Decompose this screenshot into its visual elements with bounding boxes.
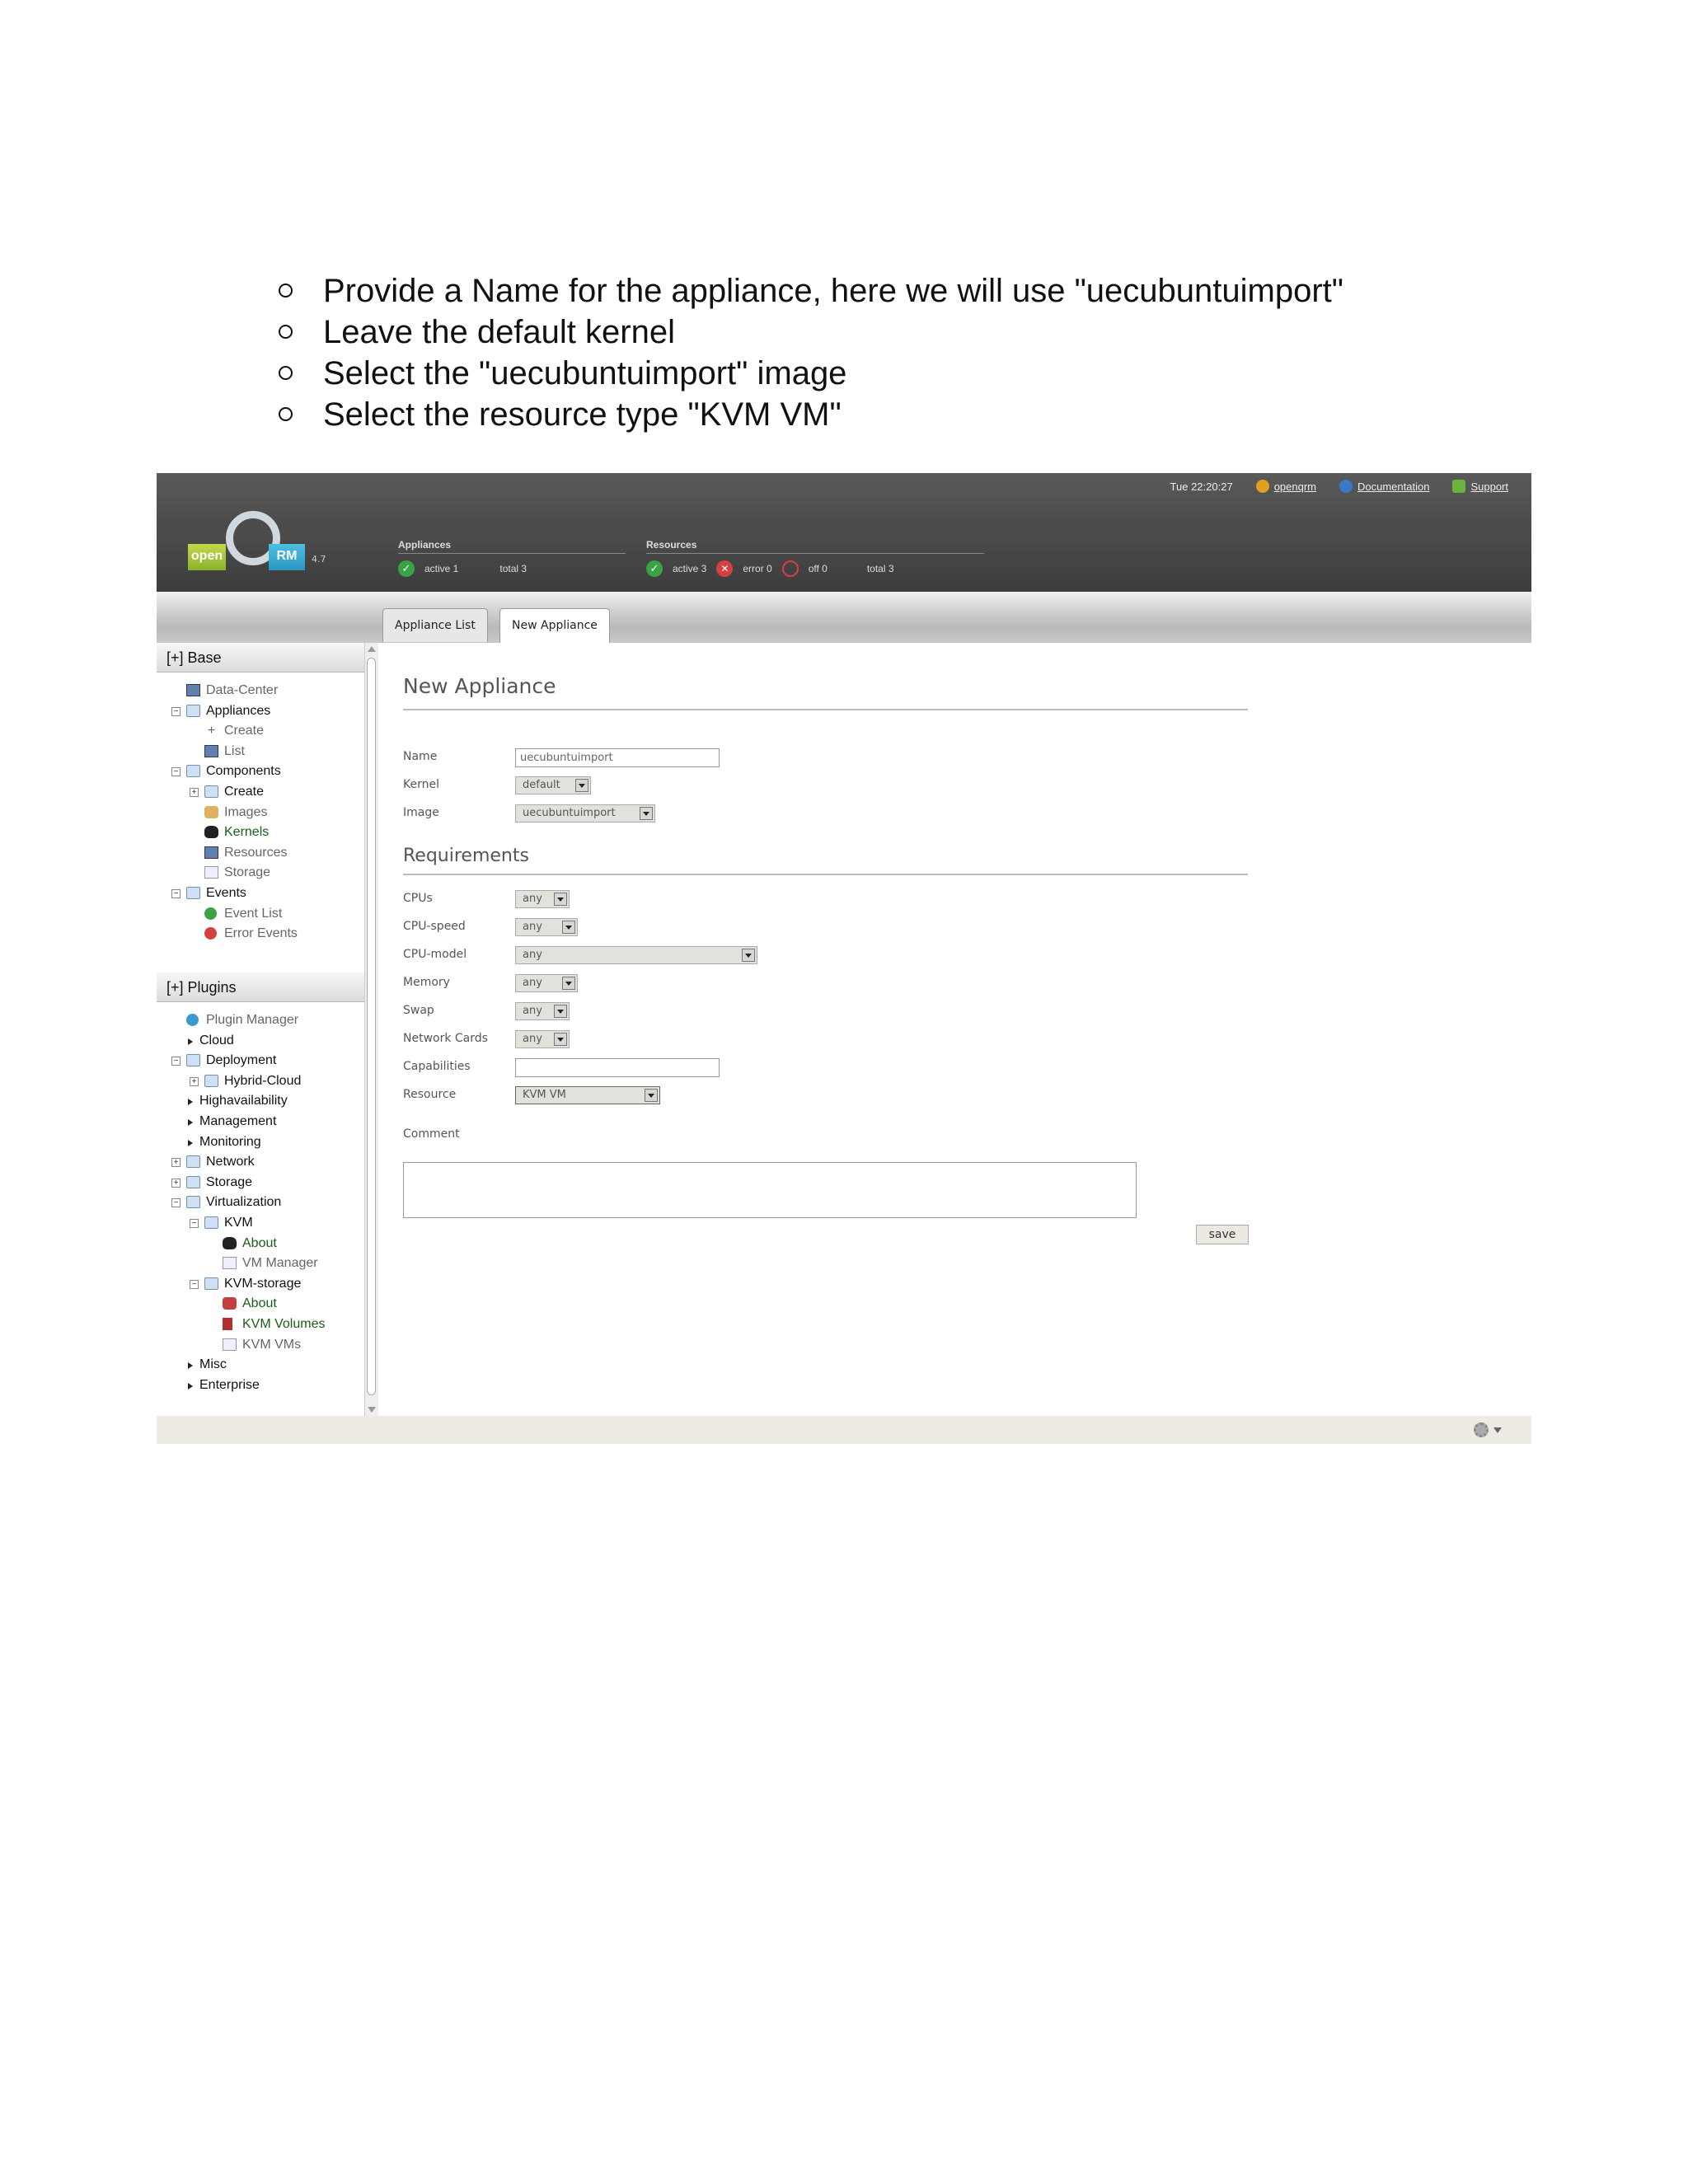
expand-arrow-icon[interactable] xyxy=(188,1383,193,1390)
tree-item-highavailability[interactable]: Highavailability xyxy=(157,1091,364,1112)
tabs-band xyxy=(157,592,1531,643)
user-link[interactable]: openqrm xyxy=(1256,480,1316,493)
cpu-speed-select[interactable]: any xyxy=(515,918,578,936)
resource-label: Resource xyxy=(403,1088,457,1101)
tree-item-deployment[interactable]: − Deployment xyxy=(157,1051,364,1071)
resources-stats-title: Resources xyxy=(646,539,984,554)
resources-stats xyxy=(646,539,984,588)
folder-icon xyxy=(204,1075,218,1087)
plus-icon: + xyxy=(207,724,216,738)
openqrm-logo xyxy=(188,511,369,590)
name-label: Name xyxy=(403,750,438,763)
top-links xyxy=(1170,480,1508,493)
tree-item-kvm-storage[interactable]: − KVM-storage xyxy=(157,1274,364,1295)
base-section-header[interactable]: [+] Base xyxy=(157,643,364,673)
tree-item-storage-plugin[interactable]: + Storage xyxy=(157,1173,364,1193)
error-icon xyxy=(204,927,217,940)
swap-select[interactable]: any xyxy=(515,1002,570,1020)
network-cards-label: Network Cards xyxy=(403,1032,488,1045)
instruction-item: Select the resource type "KVM VM" xyxy=(279,394,1343,435)
sidebar xyxy=(157,643,365,1416)
volumes-icon xyxy=(223,1318,232,1330)
resources-error: error 0 xyxy=(743,563,772,574)
cpu-speed-label: CPU-speed xyxy=(403,920,466,933)
footer-bar xyxy=(157,1416,1531,1444)
expand-toggle-icon[interactable]: + xyxy=(171,1179,181,1188)
tree-item-hybrid-cloud[interactable]: + Hybrid-Cloud xyxy=(157,1071,364,1092)
resources-active: active 3 xyxy=(673,563,707,574)
base-tree xyxy=(157,681,364,944)
tree-item-kvm[interactable]: − KVM xyxy=(157,1213,364,1234)
resource-select[interactable]: KVM VM xyxy=(515,1086,660,1104)
support-link[interactable]: Support xyxy=(1452,480,1508,493)
logo-version: 4.7 xyxy=(312,554,326,565)
appliances-stats-title: Appliances xyxy=(398,539,626,554)
tree-item-cloud[interactable]: Cloud xyxy=(157,1031,364,1052)
list-icon xyxy=(204,745,218,757)
folder-icon xyxy=(186,1054,200,1066)
dropdown-arrow-icon xyxy=(554,1005,567,1018)
tree-item-plugin-manager[interactable]: Plugin Manager xyxy=(157,1010,364,1031)
tux-icon xyxy=(223,1237,237,1249)
expand-arrow-icon[interactable] xyxy=(188,1140,193,1146)
tree-item-misc[interactable]: Misc xyxy=(157,1355,364,1376)
memory-label: Memory xyxy=(403,976,450,989)
collapse-toggle-icon[interactable]: − xyxy=(171,767,181,776)
resources-stats-row xyxy=(646,560,984,577)
expand-arrow-icon[interactable] xyxy=(188,1099,193,1105)
scroll-thumb[interactable] xyxy=(367,658,376,1395)
help-icon xyxy=(1339,480,1353,493)
expand-arrow-icon[interactable] xyxy=(188,1038,193,1045)
tree-item-kvm-volumes[interactable]: KVM Volumes xyxy=(157,1315,364,1335)
tree-item-appliances[interactable]: − Appliances xyxy=(157,701,364,722)
collapse-toggle-icon[interactable]: − xyxy=(171,1198,181,1207)
tree-item-management[interactable]: Management xyxy=(157,1112,364,1132)
documentation-link[interactable]: Documentation xyxy=(1339,480,1429,493)
bullet-icon xyxy=(279,407,293,421)
appliances-active: active 1 xyxy=(424,563,459,574)
chevron-down-icon[interactable] xyxy=(1493,1427,1502,1433)
tree-item-kvm-about[interactable]: About xyxy=(157,1234,364,1254)
expand-arrow-icon[interactable] xyxy=(188,1362,193,1369)
images-icon xyxy=(204,806,218,818)
phone-icon xyxy=(1452,480,1465,493)
dropdown-arrow-icon xyxy=(554,1033,567,1046)
requirements-divider xyxy=(403,874,1248,875)
comment-label: Comment xyxy=(403,1127,460,1141)
plugins-tree xyxy=(157,1010,364,1395)
new-appliance-form xyxy=(378,643,1531,1416)
tree-item-kvm-vms[interactable]: KVM VMs xyxy=(157,1335,364,1356)
requirements-title: Requirements xyxy=(403,846,529,866)
dropdown-arrow-icon xyxy=(554,893,567,906)
plugin-manager-icon xyxy=(186,1014,199,1026)
storage-icon xyxy=(204,866,218,879)
cpu-model-label: CPU-model xyxy=(403,948,467,961)
image-label: Image xyxy=(403,806,439,819)
kernel-select[interactable]: default xyxy=(515,776,591,794)
collapse-toggle-icon[interactable]: − xyxy=(190,1219,199,1228)
resources-off: off 0 xyxy=(808,563,828,574)
user-icon xyxy=(1256,480,1269,493)
tree-item-enterprise[interactable]: Enterprise xyxy=(157,1376,364,1396)
check-icon: ✓ xyxy=(646,560,663,577)
check-icon xyxy=(204,907,217,920)
expand-toggle-icon[interactable]: + xyxy=(190,788,199,797)
comment-textarea[interactable] xyxy=(403,1162,1137,1218)
document-icon xyxy=(223,1257,237,1269)
instruction-list xyxy=(279,270,1343,435)
folder-icon xyxy=(204,1277,218,1290)
tree-item-vm-manager[interactable]: VM Manager xyxy=(157,1254,364,1274)
appliances-stats-row xyxy=(398,560,626,577)
image-select[interactable]: uecubuntuimport xyxy=(515,804,655,823)
tux-icon xyxy=(204,826,218,838)
scroll-up-icon[interactable] xyxy=(368,646,376,652)
cpu-model-select[interactable]: any xyxy=(515,946,757,964)
collapse-toggle-icon[interactable]: − xyxy=(190,1280,199,1289)
bullet-icon xyxy=(279,366,293,380)
bullet-icon xyxy=(279,284,293,298)
datacenter-icon xyxy=(186,684,200,696)
folder-icon xyxy=(186,1196,200,1208)
expand-toggle-icon[interactable]: + xyxy=(171,1158,181,1167)
dropdown-arrow-icon xyxy=(562,977,575,990)
appliances-total: total 3 xyxy=(499,563,528,574)
tree-item-kvm-storage-about[interactable]: About xyxy=(157,1294,364,1315)
instruction-item: Provide a Name for the appliance, here we will use "uecubuntuimport" xyxy=(279,270,1343,312)
instruction-item: Leave the default kernel xyxy=(279,312,1343,353)
dropdown-arrow-icon xyxy=(645,1089,658,1102)
openqrm-screenshot xyxy=(157,473,1531,1444)
tree-item-storage[interactable]: Storage xyxy=(157,863,364,883)
tree-item-event-list[interactable]: Event List xyxy=(157,904,364,925)
about-icon xyxy=(223,1297,237,1310)
title-divider xyxy=(403,709,1248,710)
folder-icon xyxy=(186,1155,200,1168)
plugins-section-header[interactable]: [+] Plugins xyxy=(157,972,364,1002)
tree-item-virtualization[interactable]: − Virtualization xyxy=(157,1193,364,1213)
tree-item-appliances-create[interactable]: + Create xyxy=(157,721,364,742)
tree-item-kernels[interactable]: Kernels xyxy=(157,823,364,843)
logo-rm: RM xyxy=(269,544,305,570)
kernel-label: Kernel xyxy=(403,778,439,791)
cpus-select[interactable]: any xyxy=(515,890,570,908)
folder-icon xyxy=(186,1176,200,1188)
expand-arrow-icon[interactable] xyxy=(188,1119,193,1126)
dropdown-arrow-icon xyxy=(562,921,575,934)
document-icon xyxy=(223,1338,237,1351)
name-field[interactable]: uecubuntuimport xyxy=(515,748,720,767)
sidebar-scrollbar[interactable] xyxy=(364,643,378,1416)
tab-new-appliance[interactable]: New Appliance xyxy=(499,608,610,644)
tree-item-components[interactable]: − Components xyxy=(157,762,364,782)
capabilities-field[interactable] xyxy=(515,1058,720,1077)
dropdown-arrow-icon xyxy=(575,779,588,792)
off-icon xyxy=(782,560,799,577)
collapse-toggle-icon[interactable]: − xyxy=(171,707,181,716)
folder-icon xyxy=(204,1216,218,1229)
tree-item-network[interactable]: + Network xyxy=(157,1152,364,1173)
logo-open: open xyxy=(188,544,226,570)
gear-icon[interactable] xyxy=(1474,1422,1489,1437)
appliances-stats xyxy=(398,539,626,588)
collapse-toggle-icon[interactable]: − xyxy=(171,889,181,898)
cpus-label: CPUs xyxy=(403,892,433,905)
expand-toggle-icon[interactable]: + xyxy=(190,1077,199,1086)
scroll-down-icon[interactable] xyxy=(368,1407,376,1413)
tree-item-components-create[interactable]: + Create xyxy=(157,782,364,803)
capabilities-label: Capabilities xyxy=(403,1060,471,1073)
tree-item-data-center[interactable]: Data-Center xyxy=(157,681,364,701)
folder-icon xyxy=(186,765,200,777)
tree-item-monitoring[interactable]: Monitoring xyxy=(157,1132,364,1153)
memory-select[interactable]: any xyxy=(515,974,578,992)
form-title: New Appliance xyxy=(403,674,556,698)
resources-total: total 3 xyxy=(866,563,894,574)
tree-item-resources[interactable]: Resources xyxy=(157,843,364,864)
tree-item-images[interactable]: Images xyxy=(157,803,364,823)
tree-item-error-events[interactable]: Error Events xyxy=(157,924,364,944)
folder-icon xyxy=(186,887,200,899)
resources-icon xyxy=(204,846,218,859)
tree-item-events[interactable]: − Events xyxy=(157,883,364,904)
instruction-item: Select the "uecubuntuimport" image xyxy=(279,353,1343,394)
dropdown-arrow-icon xyxy=(742,949,755,962)
collapse-toggle-icon[interactable]: − xyxy=(171,1057,181,1066)
swap-label: Swap xyxy=(403,1004,434,1017)
error-icon: ✕ xyxy=(716,560,733,577)
save-button[interactable]: save xyxy=(1196,1225,1249,1244)
dropdown-arrow-icon xyxy=(640,807,653,820)
folder-icon xyxy=(186,705,200,717)
tree-item-appliances-list[interactable]: List xyxy=(157,742,364,762)
bullet-icon xyxy=(279,325,293,339)
folder-icon xyxy=(204,785,218,798)
clock: Tue 22:20:27 xyxy=(1170,480,1233,493)
network-cards-select[interactable]: any xyxy=(515,1030,570,1048)
tab-appliance-list[interactable]: Appliance List xyxy=(382,608,488,642)
check-icon: ✓ xyxy=(398,560,415,577)
